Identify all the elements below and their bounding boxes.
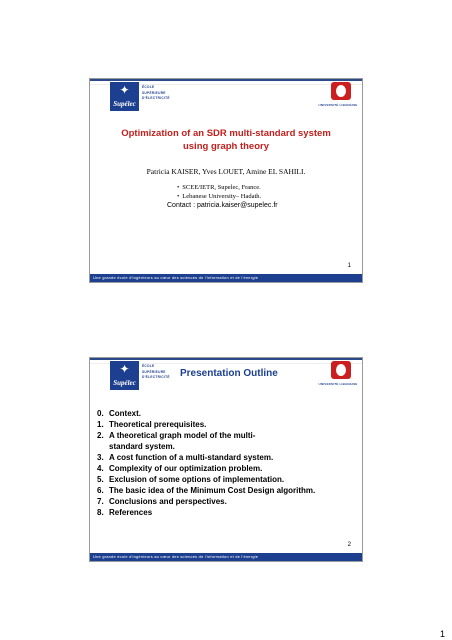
school-name: ÉCOLE SUPÉRIEURE D'ÉLECTRICITÉ [142,85,170,100]
footer-tagline: Une grande école d'ingénieurs au cœur des sciences de l'information et de l'énergie [93,554,259,559]
university-emblem-icon [331,361,351,379]
supelec-logo [110,361,139,390]
star-icon: ✦ [119,362,130,376]
affiliation-item: • SCEE/IETR, Supelec, France. [177,183,261,192]
authors: Patricia KAISER, Yves LOUET, Amine EL SAHILI. [146,167,306,176]
affiliation-item: • Lebanese University– Hadath. [177,192,261,201]
university-label: UNIVERSITÉ LIBANAISE [318,382,358,386]
slide-page-number: 2 [347,542,351,548]
outline-item: 2. A theoretical graph model of the multi-standard system. [97,431,256,451]
slide-title: Optimization of an SDR multi-standard system using graph theory [121,128,331,152]
supelec-logo-text: Supélec [113,100,136,108]
outline-item: 4. Complexity of our optimization problem. [97,464,263,473]
university-label: UNIVERSITÉ LIBANAISE [318,103,358,107]
slide-1 [89,78,363,283]
school-name: ÉCOLE SUPÉRIEURE D'ÉLECTRICITÉ [142,364,170,379]
slide-page-number: 1 [347,263,351,269]
contact-email: Contact : patricia.kaiser@supelec.fr [167,202,278,209]
outline-item: 5. Exclusion of some options of implementation. [97,475,285,484]
slide-footer [90,274,362,282]
supelec-logo-text: Supélec [113,379,136,387]
slide-footer [90,553,362,561]
university-emblem-icon [331,82,351,100]
outline-item: 0. Context. [97,409,141,418]
outline-item: 7. Conclusions and perspectives. [97,497,227,506]
slide-title: Presentation Outline [180,368,278,379]
outline-list [97,408,357,518]
lebanese-university-logo [318,361,358,390]
sheet-page-number: 1 [439,629,445,639]
slide-2 [89,357,363,562]
footer-tagline: Une grande école d'ingénieurs au cœur des sciences de l'information et de l'énergie [93,275,259,280]
supelec-logo [110,82,139,111]
lebanese-university-logo [318,82,358,111]
outline-item: 6. The basic idea of the Minimum Cost Design algorithm. [97,486,316,495]
affiliations [177,183,261,201]
star-icon: ✦ [119,83,130,97]
outline-item: 1. Theoretical prerequisites. [97,420,207,429]
outline-item: 8. References [97,508,153,517]
outline-item: 3. A cost function of a multi-standard system. [97,453,274,462]
